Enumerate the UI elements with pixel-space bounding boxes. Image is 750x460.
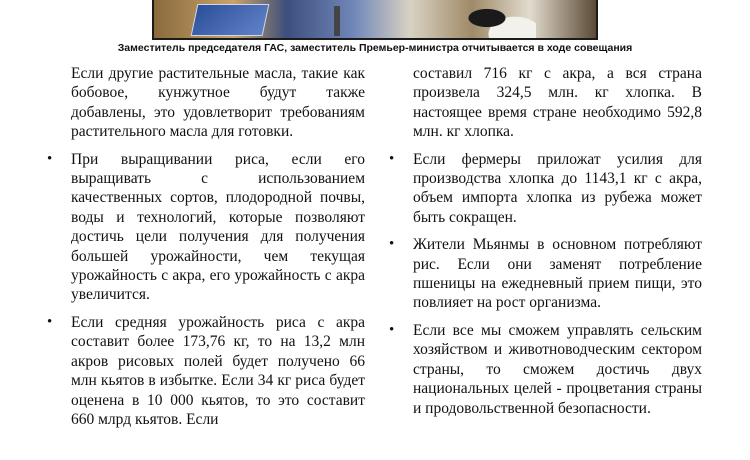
microphone [334,6,340,36]
left-column [42,64,365,437]
bullet-item: • Если фермеры приложат усилия для производства хлопка до 1143,1 кг с акра, объем импорта хлопка из рубежа может быть сокращен. [384,150,702,228]
meeting-photo [152,0,598,40]
laptop-screen [191,4,270,36]
bullet-item: • Если все мы сможем управлять сельским хозяйством и животноводческим сектором страны, то сможем достичь двух национальных целей - процветания страны и продовольственной безопасности. [384,321,702,418]
bullet-item: • Жители Мьянмы в основном потребляют рис. Если они заменят потребление пшеницы на ежедневный прием пищи, это повлияет на рост организма. [384,235,702,313]
right-column [384,64,702,426]
speaker-person [466,2,536,40]
paragraph: составил 716 кг с акра, а вся страна произвела 324,5 млн. кг хлопка. В настоящее время стране необходимо 592,8 млн. кг хлопка. [413,65,702,141]
bullet-item: • Если средняя урожайность риса с акра составит более 173,76 кг, то на 13,2 млн акров рисовых полей будет получено 66 млн кьятов в избытке. Если 34 кг риса будет оценена в 10 000 кьятов, то это составит 660 млрд кьятов. Если [42,313,365,429]
photo-caption: Заместитель председателя ГАС, заместитель Премьер-министра отчитывается в ходе совещания [117,42,633,54]
paragraph: Если другие растительные масла, такие как бобовое, кунжутное будут также добавлены, это удовлетворит требованиям растительного масла для готовки. [71,65,365,141]
bullet-item: • При выращивании риса, если его выращивать с использованием качественных сортов, плодородной почвы, воды и технологий, которые позволяют достичь цели получения для получения большей урожайности, чем текущая урожайность с акра, его урожайность с акра увеличится. [42,150,365,305]
